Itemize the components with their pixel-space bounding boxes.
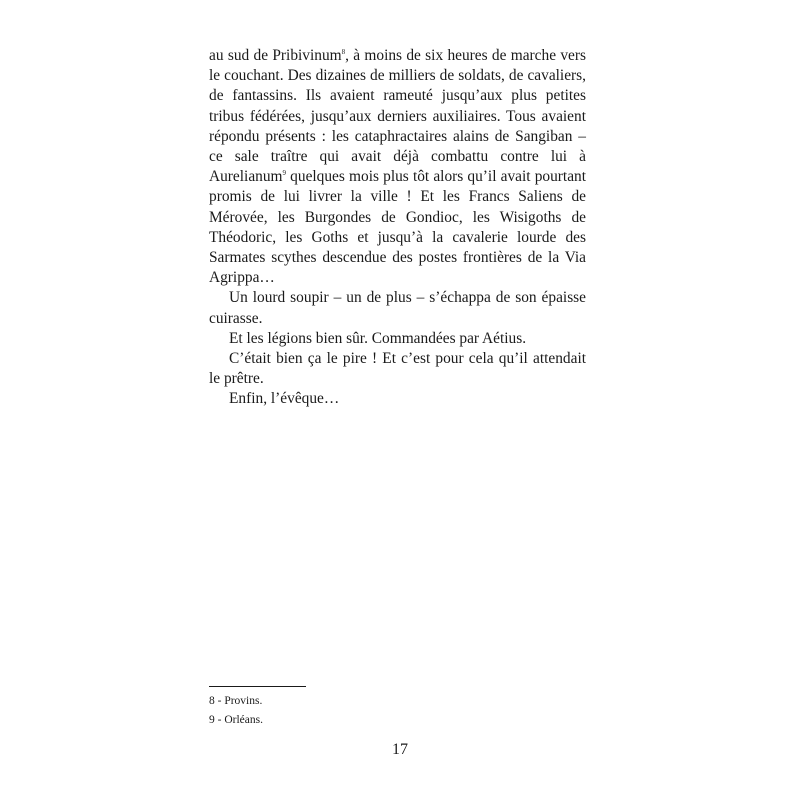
paragraph-1-part-b: , à moins de six heures de marche vers le couchant. Des dizaines de milliers de soldats, de cavaliers, de fantassins. Ils avaient rameuté jusqu’aux plus petites tribus fédérées, jusqu’aux derniers auxiliaires. Tous avaient répondu présents : les cataphractaires alains de Sangiban – ce sale traître qui avait déjà combattu contre lui à Aurelianum bbox=[209, 47, 586, 186]
footnote-ref-9: 9 bbox=[282, 169, 287, 178]
paragraph-2: Un lourd soupir – un de plus – s’échappa de son épaisse cuirasse. bbox=[209, 289, 586, 327]
paragraph-3: Et les légions bien sûr. Commandées par Aétius. bbox=[229, 329, 527, 347]
paragraph-1-part-c: quelques mois plus tôt alors qu’il avait pourtant promis de lui livrer la ville ! Et les Francs Saliens de Mérovée, les Burgondes de Gondioc, les Wisigoths de Théodoric, les Goths et jusqu’à la cavalerie lourde des Sarmates scythes descendue des postes frontières de la Via Agrippa… bbox=[209, 168, 586, 287]
body-text bbox=[209, 46, 586, 410]
paragraph-1-part-a: au sud de Pribivinum bbox=[209, 47, 342, 64]
paragraph-5: Enfin, l’évêque… bbox=[229, 390, 340, 408]
paragraph-1 bbox=[209, 46, 586, 288]
footnote-divider bbox=[209, 686, 306, 687]
paragraph-4: C’était bien ça le pire ! Et c’est pour cela qu’il attendait le prêtre. bbox=[209, 350, 586, 388]
footnote-ref-8: 8 bbox=[341, 48, 346, 56]
footnotes bbox=[209, 692, 586, 730]
footnote-9: 9 - Orléans. bbox=[209, 714, 263, 726]
page-number: 17 bbox=[392, 741, 408, 758]
footnote-8: 8 - Provins. bbox=[209, 695, 263, 707]
